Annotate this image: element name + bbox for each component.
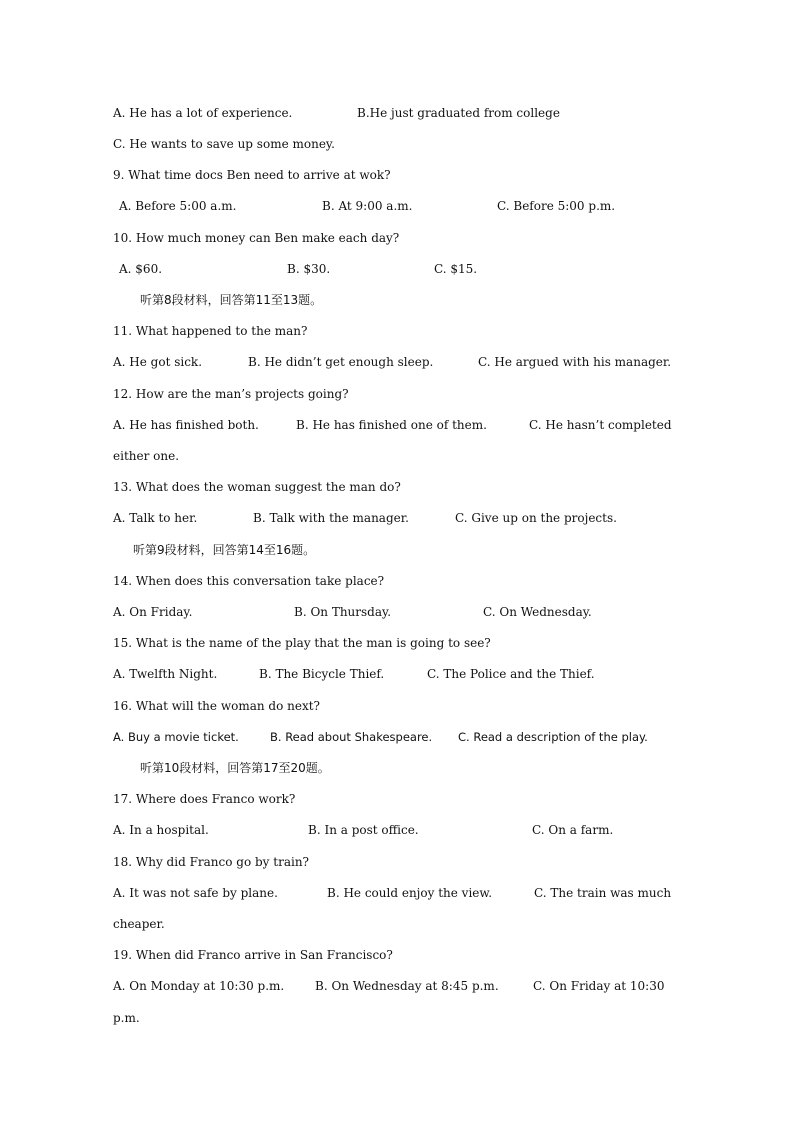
q11-option-c: C. He argued with his manager.: [478, 355, 672, 369]
q19-question: 19. When did Franco arrive in San Francisco?: [113, 948, 393, 962]
q9-options: [113, 196, 682, 216]
q13-question: 13. What does the woman suggest the man do?: [113, 480, 401, 494]
q13-option-b: B. Talk with the manager.: [253, 511, 409, 525]
q10-options: [113, 259, 682, 279]
q10-option-a: A. $60.: [119, 262, 163, 276]
q18-question: 18. Why did Franco go by train?: [113, 855, 309, 869]
q12-option-c: C. He hasn’t completed: [529, 418, 672, 432]
q9-option-a: A. Before 5:00 a.m.: [119, 199, 237, 213]
q15-option-c: C. The Police and the Thief.: [427, 667, 595, 681]
q12-option-a: A. He has finished both.: [113, 418, 259, 432]
q18-option-a: A. It was not safe by plane.: [113, 886, 278, 900]
q8-options-row-1: [113, 103, 682, 123]
q19-options: [113, 976, 682, 996]
q17-option-b: B. In a post office.: [308, 823, 419, 837]
q14-options: [113, 602, 682, 622]
q16-question: 16. What will the woman do next?: [113, 699, 320, 713]
q17-options: [113, 820, 682, 840]
q18-option-c-continued: cheaper.: [113, 917, 165, 931]
q14-question: 14. When does this conversation take place?: [113, 574, 385, 588]
q19-option-c-continued: p.m.: [113, 1011, 140, 1025]
q14-option-b: B. On Thursday.: [294, 605, 392, 619]
q11-question: 11. What happened to the man?: [113, 324, 308, 338]
q17-option-a: A. In a hospital.: [113, 823, 209, 837]
q12-option-c-continued: either one.: [113, 449, 180, 463]
q19-option-b: B. On Wednesday at 8:45 p.m.: [315, 979, 499, 993]
section-heading-8: 听第8段材料，回答第11至13题。: [140, 293, 323, 307]
q16-option-a: A. Buy a movie ticket.: [113, 730, 239, 744]
q9-option-b: B. At 9:00 a.m.: [322, 199, 413, 213]
q19-option-a: A. On Monday at 10:30 p.m.: [113, 979, 285, 993]
q19-option-c: C. On Friday at 10:30: [533, 979, 665, 993]
q15-option-a: A. Twelfth Night.: [113, 667, 218, 681]
q12-options: [113, 415, 682, 435]
q17-question: 17. Where does Franco work?: [113, 792, 296, 806]
q15-options: [113, 664, 682, 684]
q13-options: [113, 508, 682, 528]
q16-options: [113, 727, 682, 747]
q15-option-b: B. The Bicycle Thief.: [259, 667, 385, 681]
q16-option-c: C. Read a description of the play.: [458, 730, 648, 744]
q11-option-a: A. He got sick.: [113, 355, 203, 369]
q9-option-c: C. Before 5:00 p.m.: [497, 199, 616, 213]
q16-option-b: B. Read about Shakespeare.: [270, 730, 433, 744]
q17-option-c: C. On a farm.: [532, 823, 614, 837]
q11-option-b: B. He didn’t get enough sleep.: [248, 355, 434, 369]
q8-option-c: C. He wants to save up some money.: [113, 137, 335, 151]
q18-options: [113, 883, 682, 903]
q10-question: 10. How much money can Ben make each day?: [113, 231, 400, 245]
q8-option-b: B.He just graduated from college: [357, 106, 560, 120]
q14-option-c: C. On Wednesday.: [483, 605, 592, 619]
q10-option-c: C. $15.: [434, 262, 478, 276]
q8-option-a: A. He has a lot of experience.: [113, 106, 293, 120]
section-heading-10: 听第10段材料，回答第17至20题。: [140, 761, 330, 775]
q18-option-b: B. He could enjoy the view.: [327, 886, 493, 900]
q13-option-c: C. Give up on the projects.: [455, 511, 617, 525]
section-heading-9: 听第9段材料，回答第14至16题。: [133, 543, 316, 557]
q15-question: 15. What is the name of the play that the man is going to see?: [113, 636, 491, 650]
q13-option-a: A. Talk to her.: [113, 511, 198, 525]
q14-option-a: A. On Friday.: [113, 605, 193, 619]
q11-options: [113, 352, 682, 372]
q10-option-b: B. $30.: [287, 262, 331, 276]
q12-option-b: B. He has finished one of them.: [296, 418, 487, 432]
q18-option-c: C. The train was much: [534, 886, 672, 900]
q9-question: 9. What time docs Ben need to arrive at wok?: [113, 168, 391, 182]
q12-question: 12. How are the man’s projects going?: [113, 387, 349, 401]
